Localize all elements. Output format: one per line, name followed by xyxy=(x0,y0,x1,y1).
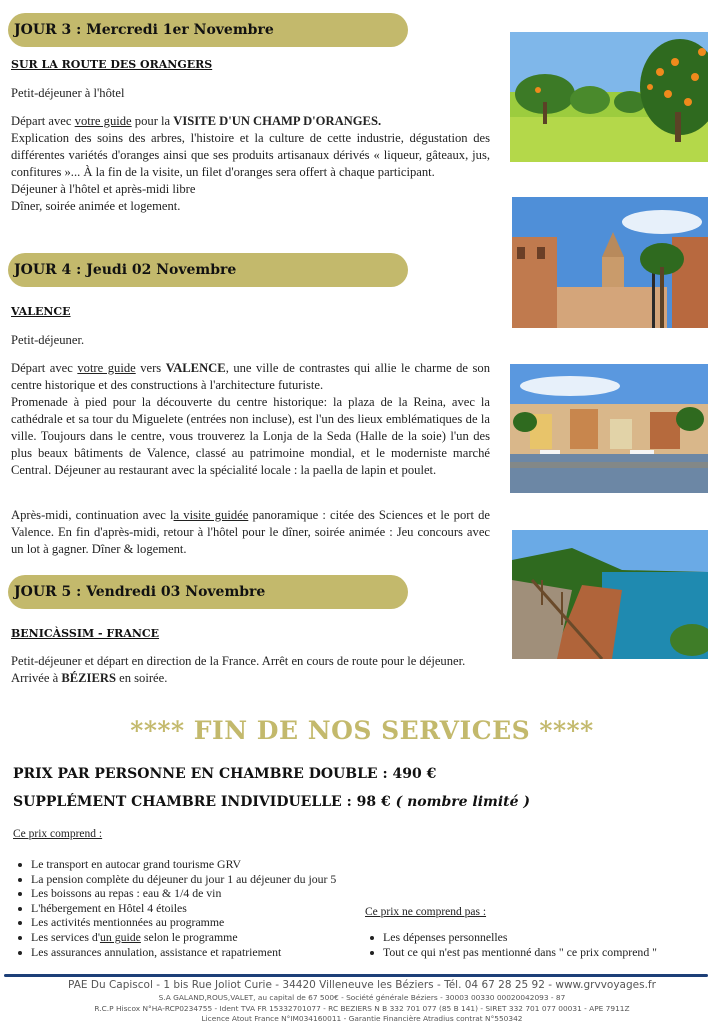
list-item: Les dépenses personnelles xyxy=(365,930,710,945)
day4-banner: JOUR 4 : Jeudi 02 Novembre xyxy=(8,253,408,287)
day4-title: VALENCE xyxy=(11,305,71,318)
footer-registration: R.C.P Hiscox N°HA-RCP0234755 - Ident TVA FR 15332701077 - RC BEZIERS N B 332 701 077 (85 B 141) - SIRET 332 701 077 00031 - APE 7911Z xyxy=(94,1004,630,1013)
end-of-services-heading: **** FIN DE NOS SERVICES **** xyxy=(130,716,594,745)
guide-link: votre guide xyxy=(74,114,132,128)
day4-afternoon: Après-midi, continuation avec la visite guidée panoramique : citée des Sciences et le port de Valence. En fin d'après-midi, retour à l'hôtel pour le dîner, soirée animée : Jeu concours avec un lot à gagner. Dîner & logement. xyxy=(11,508,490,556)
guide-link: votre guide xyxy=(77,361,136,375)
includes-list xyxy=(13,857,373,959)
price-single-supplement: SUPPLÉMENT CHAMBRE INDIVIDUELLE : 98 € ( nombre limité ) xyxy=(13,794,531,810)
day5-banner: JOUR 5 : Vendredi 03 Novembre xyxy=(8,575,408,609)
list-item: L'hébergement en Hôtel 4 étoiles xyxy=(13,901,373,916)
list-item: Tout ce qui n'est pas mentionné dans " ce prix comprend " xyxy=(365,945,710,960)
guided-tour-link: a visite guidée xyxy=(173,508,249,522)
day5-description: Petit-déjeuner et départ en direction de la France. Arrêt en cours de route pour le déjeuner. Arrivée à BÉZIERS en soirée. xyxy=(11,654,466,685)
valencia-harbor-photo xyxy=(510,364,708,493)
excludes-heading: Ce prix ne comprend pas : xyxy=(365,906,487,918)
footer-address: PAE Du Capiscol - 1 bis Rue Joliot Curie - 34420 Villeneuve les Béziers - Tél. 04 67 28 25 92 - www.grvvoyages.fr xyxy=(68,979,656,991)
day3-description: Départ avec votre guide pour la VISITE D'UN CHAMP D'ORANGES. Explication des soins des arbres, l'histoire et la culture de cette industrie, dégustation des différentes variétés d'oranges ainsi que ses produits artisanaux dérivés « liqueur, gâteaux, jus, confitures »... À la fin de la visite, un filet d'oranges sera offert à chaque participant. Déjeuner à l'hôtel et après-midi libre Dîner, soirée animée et logement. xyxy=(11,114,490,213)
footer-divider xyxy=(4,974,708,977)
list-item: Le transport en autocar grand tourisme GRV xyxy=(13,857,373,872)
day5-title: BENICÀSSIM - FRANCE xyxy=(11,627,160,640)
excludes-list xyxy=(365,930,710,959)
list-item: Les boissons au repas : eau & 1/4 de vin xyxy=(13,886,373,901)
day3-title: SUR LA ROUTE DES ORANGERS xyxy=(11,58,213,71)
list-item: Les activités mentionnées au programme xyxy=(13,915,373,930)
footer-license: Licence Atout France N°IM034160011 - Garantie Financière Atradius contrat N°550342 xyxy=(201,1014,523,1023)
day3-banner: JOUR 3 : Mercredi 1er Novembre xyxy=(8,13,408,47)
list-item: Les assurances annulation, assistance et rapatriement xyxy=(13,945,373,960)
includes-heading: Ce prix comprend : xyxy=(13,828,103,840)
price-double-room: PRIX PAR PERSONNE EN CHAMBRE DOUBLE : 490 € xyxy=(13,766,437,782)
list-item: La pension complète du déjeuner du jour 1 au déjeuner du jour 5 xyxy=(13,872,373,887)
day4-breakfast: Petit-déjeuner. xyxy=(11,333,85,347)
orange-grove-photo xyxy=(510,32,708,162)
footer-company: S.A GALAND,ROUS,VALET, au capital de 67 500€ - Société générale Béziers - 30003 00330 00020042093 - 87 xyxy=(158,993,566,1002)
day3-breakfast: Petit-déjeuner à l'hôtel xyxy=(11,86,125,100)
day4-description: Départ avec votre guide vers VALENCE, une ville de contrastes qui allie le charme de son centre historique et des constructions à l'architecture futuriste. Promenade à pied pour la découverte du centre historique: la plaza de la Reina, avec la cathédrale et sa tour du Miguelete (entrées non incluse), est l'un des lieux emblématiques de la ville. Toujours dans le centre, vous trouverez la Lonja de la Seda (Halle de la soie) l'un des plus beaux bâtiments de Valence, classé au patrimoine mondial, et le moderniste marché Central. Déjeuner au restaurant avec la spécialité locale : la paella de lapin et poulet. xyxy=(11,361,490,477)
coastline-boardwalk-photo xyxy=(512,530,708,659)
list-item: Les services d'un guide selon le programme xyxy=(13,930,373,945)
valencia-cathedral-photo xyxy=(512,197,708,328)
